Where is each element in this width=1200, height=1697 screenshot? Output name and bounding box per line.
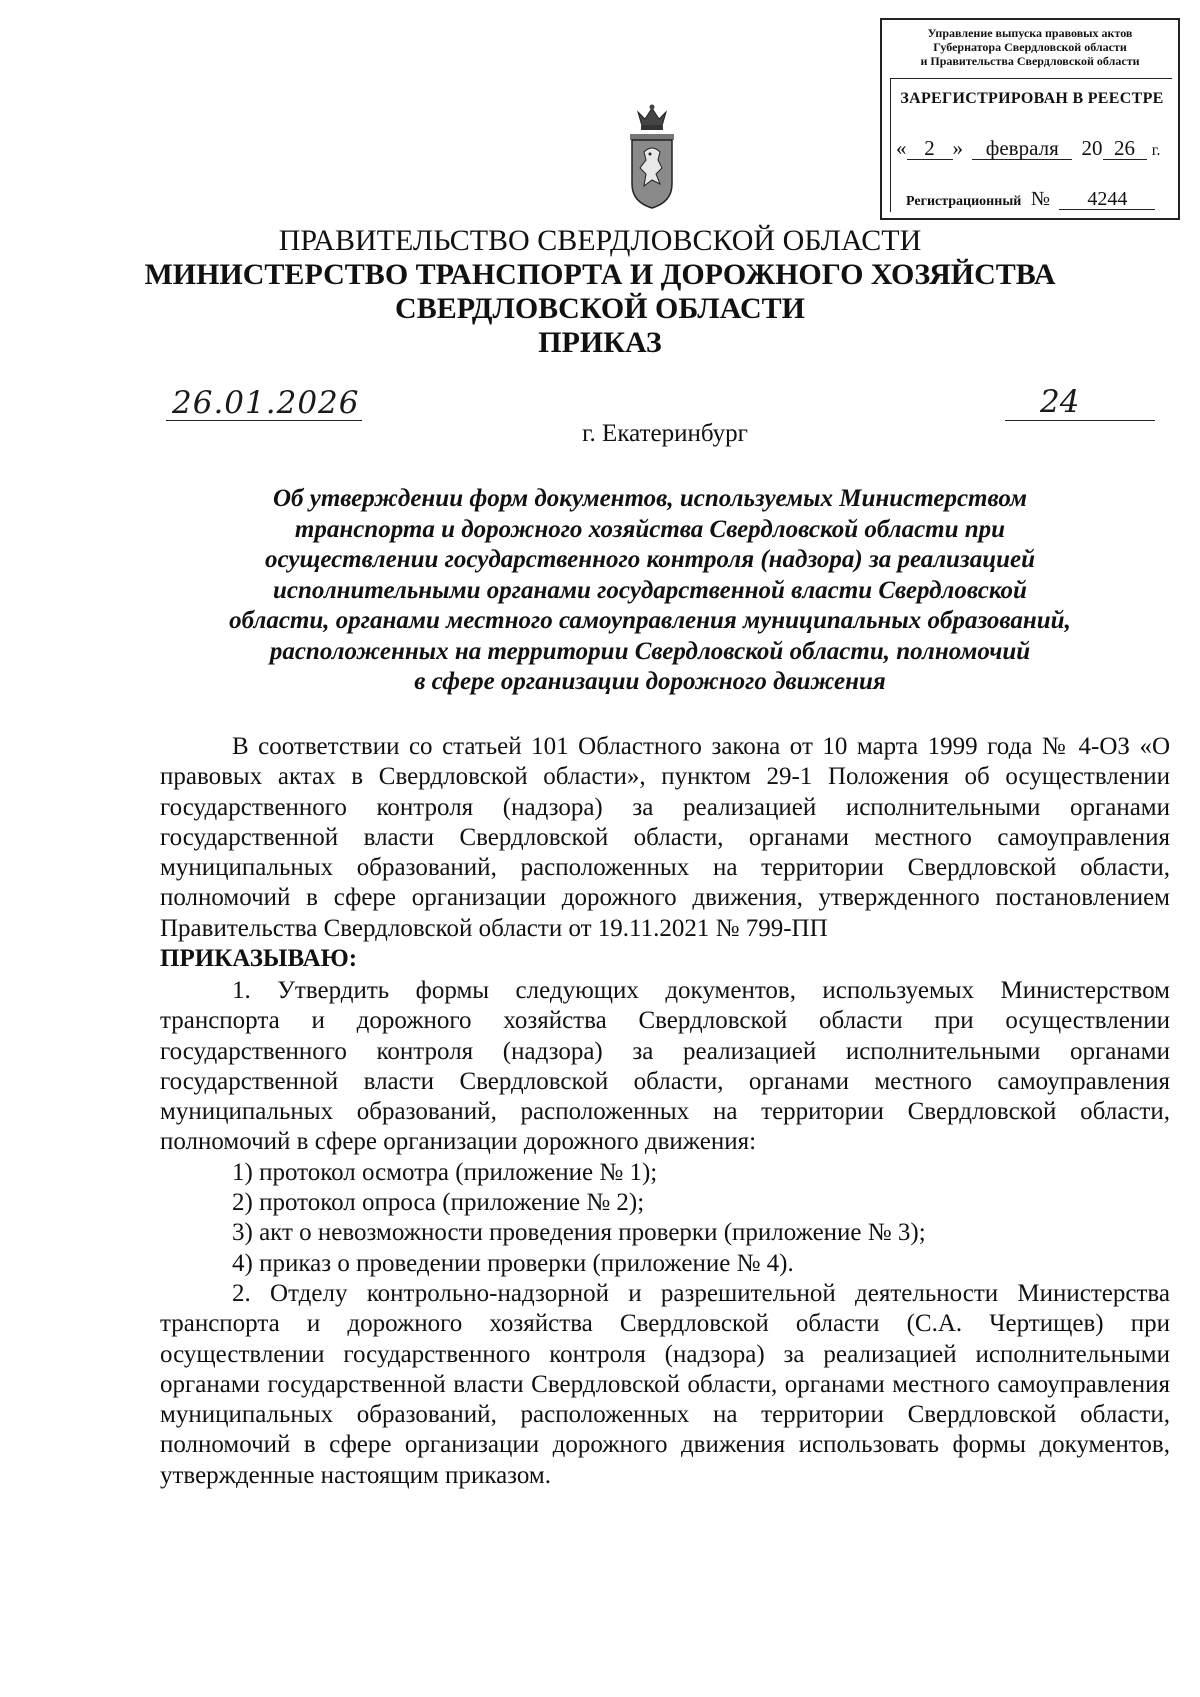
stamp-registered-label: ЗАРЕГИСТРИРОВАН В РЕЕСТРЕ xyxy=(900,90,1164,107)
command-heading: ПРИКАЗЫВАЮ: xyxy=(160,945,358,973)
subject-line: транспорта и дорожного хозяйства Свердловской области при xyxy=(294,515,1006,543)
stamp-date-day: 2 xyxy=(907,137,953,160)
subject-line: осуществлении государственного контроля (надзора) за реализацией xyxy=(264,546,1036,573)
order-body-preamble-block xyxy=(160,732,1170,974)
stamp-header-line2: Губернатора Свердловской области xyxy=(933,40,1127,54)
government-title: ПРАВИТЕЛЬСТВО СВЕРДЛОВСКОЙ ОБЛАСТИ xyxy=(278,224,922,257)
stamp-number-sign: № xyxy=(1030,188,1050,210)
order-number: 24 xyxy=(1040,384,1080,420)
subject-line: расположенных на территории Свердловской области, полномочий xyxy=(269,637,1031,665)
point-1-paragraph: 1. Утвердить формы следующих документов, используемых Министерством транспорта и дорожного хозяйства Свердловской области при осуществлении государственного контроля (надзора) за реализацией исполнительными органами государственной власти Свердловской области, органами местного самоуправления муниципальных образований, расположенных на территории Свердловской области, полномочий в сфере организации дорожного движения: xyxy=(160,977,1170,1156)
coat-of-arms-icon xyxy=(628,104,676,210)
order-body-points-block xyxy=(160,976,1170,1491)
point-1-item: 2) протокол опроса (приложение № 2); xyxy=(232,1189,645,1217)
order-date: 26.01.2026 xyxy=(172,385,360,421)
point-1-item: 4) приказ о проведении проверки (приложение № 4). xyxy=(232,1249,794,1277)
stamp-date-open-quote: « xyxy=(896,136,907,160)
stamp-registration-date xyxy=(896,136,1172,161)
city-of-issue: г. Екатеринбург xyxy=(582,420,748,447)
point-1-item: 3) акт о невозможности проведения проверки (приложение № 3); xyxy=(232,1219,926,1247)
subject-line: исполнительными органами государственной власти Свердловской xyxy=(273,576,1027,604)
stamp-number-label: Регистрационный xyxy=(906,194,1022,209)
ministry-title-line2: СВЕРДЛОВСКОЙ ОБЛАСТИ xyxy=(395,292,805,325)
stamp-date-year-suffix: 26 xyxy=(1103,137,1147,160)
registration-stamp xyxy=(880,18,1180,220)
document-type: ПРИКАЗ xyxy=(538,326,662,359)
preamble-paragraph: В соответствии со статьей 101 Областного закона от 10 марта 1999 года № 4-ОЗ «О правовых актах в Свердловской области», пунктом 29-1 Положения об осуществлении государственного контроля (надзора) за реализацией исполнительными органами государственной власти Свердловской области, органами местного самоуправления муниципальных образований, расположенных на территории Свердловской области, полномочий в сфере организации дорожного движения, утвержденного постановлением Правительства Свердловской области от 19.11.2021 № 799-ПП xyxy=(160,733,1170,942)
subject-line: Об утверждении форм документов, используемых Министерством xyxy=(272,485,1028,512)
stamp-date-close-quote: » xyxy=(952,136,963,160)
point-1-item: 1) протокол осмотра (приложение № 1); xyxy=(232,1158,658,1186)
stamp-date-year-prefix: 20 xyxy=(1081,136,1103,160)
order-subject xyxy=(150,484,1150,698)
stamp-registration-number xyxy=(906,188,1155,211)
subject-line: в сфере организации дорожного движения xyxy=(414,668,886,695)
stamp-header-line1: Управление выпуска правовых актов xyxy=(927,26,1133,40)
registration-stamp-header xyxy=(882,26,1178,68)
subject-line: области, органами местного самоуправления муниципальных образований, xyxy=(229,607,1071,634)
stamp-date-year-unit: г. xyxy=(1151,142,1161,159)
stamp-date-month: февраля xyxy=(972,137,1072,160)
stamp-number-value: 4244 xyxy=(1059,189,1155,210)
point-2-paragraph: 2. Отделу контрольно-надзорной и разрешительной деятельности Министерства транспорта и дорожного хозяйства Свердловской области (С.А. Чертищев) при осуществлении государственного контроля (надзора) за реализацией исполнительными органами государственной власти Свердловской области, органами местного самоуправления муниципальных образований, расположенных на территории Свердловской области, полномочий в сфере организации дорожного движения использовать формы документов, утвержденные настоящим приказом. xyxy=(160,1279,1170,1489)
stamp-header-line3: и Правительства Свердловской области xyxy=(920,54,1140,68)
ministry-title-line1: МИНИСТЕРСТВО ТРАНСПОРТА И ДОРОЖНОГО ХОЗЯЙСТВА xyxy=(144,258,1056,291)
